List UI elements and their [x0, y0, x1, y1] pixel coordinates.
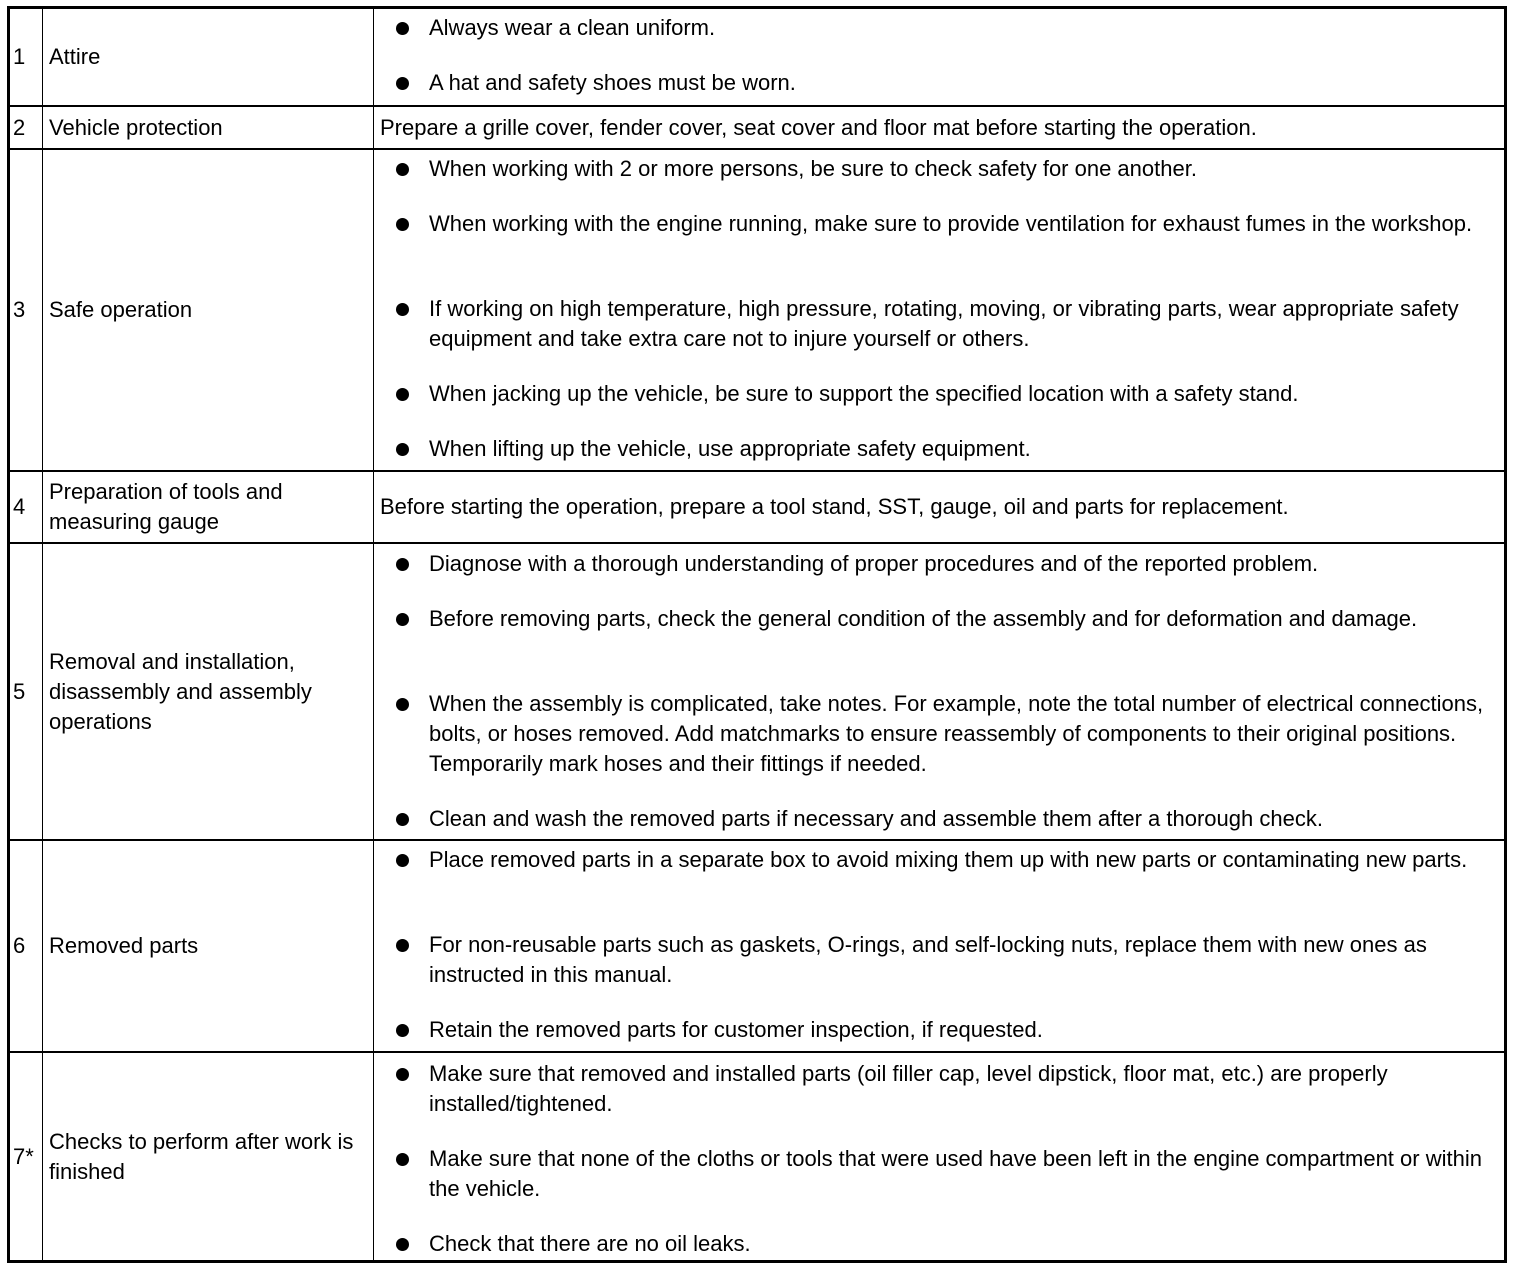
bullet-text: If working on high temperature, high pressure, rotating, moving, or vibrating parts, wear appropriate safety equipment and take extra care not to injure yourself or others. [429, 296, 1459, 351]
row-description [373, 544, 1504, 839]
row-number: 3 [13, 297, 26, 322]
bullet-icon [396, 218, 409, 231]
bullet-text: A hat and safety shoes must be worn. [429, 70, 796, 95]
bullet-icon [396, 1238, 409, 1251]
bullet-icon [396, 388, 409, 401]
bullet-text: Make sure that removed and installed parts (oil filler cap, level dipstick, floor mat, etc.) are properly installed/tightened. [429, 1061, 1388, 1116]
bullet-text: When lifting up the vehicle, use appropriate safety equipment. [429, 436, 1031, 461]
bullet-icon [396, 77, 409, 90]
precautions-table [7, 6, 1507, 1263]
row-description [373, 841, 1504, 1051]
row-title: Safe operation [42, 150, 373, 470]
bullet-text: When jacking up the vehicle, be sure to support the specified location with a safety stand. [429, 381, 1299, 406]
bullet-text: Clean and wash the removed parts if necessary and assemble them after a thorough check. [429, 806, 1323, 831]
row-number: 6 [13, 933, 26, 958]
row-description: Prepare a grille cover, fender cover, seat cover and floor mat before starting the operation. [373, 107, 1504, 148]
bullet-icon [396, 1068, 409, 1081]
bullet-icon [396, 163, 409, 176]
row-title: Removed parts [42, 841, 373, 1051]
bullet-text: Always wear a clean uniform. [429, 15, 716, 40]
bullet-text: Diagnose with a thorough understanding of proper procedures and of the reported problem. [429, 551, 1319, 576]
bullet-icon [396, 613, 409, 626]
bullet-text: Retain the removed parts for customer inspection, if requested. [429, 1017, 1043, 1042]
row-title: Checks to perform after work is finished [42, 1053, 373, 1260]
bullet-icon [396, 939, 409, 952]
table-row [10, 542, 1504, 839]
row-number: 5 [13, 678, 26, 704]
row-title: Attire [42, 9, 373, 105]
row-title: Preparation of tools and measuring gauge [42, 472, 373, 542]
table-row [10, 1051, 1504, 1260]
row-number: 4 [13, 494, 26, 519]
bullet-icon [396, 558, 409, 571]
bullet-text: When the assembly is complicated, take notes. For example, note the total number of electrical connections, bolts, or hoses removed. Add matchmarks to ensure reassembly of components to their original positions. Temporarily mark hoses and their fittings if needed. [429, 691, 1484, 776]
bullet-icon [396, 303, 409, 316]
row-description [373, 150, 1504, 470]
bullet-icon [396, 443, 409, 456]
bullet-text: Make sure that none of the cloths or tools that were used have been left in the engine compartment or within the vehicle. [429, 1146, 1482, 1201]
row-number: 2 [13, 114, 26, 140]
bullet-text: Check that there are no oil leaks. [429, 1231, 751, 1256]
bullet-text: Before removing parts, check the general condition of the assembly and for deformation and damage. [429, 606, 1418, 631]
row-title: Removal and installation, disassembly and assembly operations [42, 544, 373, 839]
row-number: 7* [13, 1143, 34, 1169]
bullet-icon [396, 698, 409, 711]
bullet-text: Place removed parts in a separate box to avoid mixing them up with new parts or contaminating new parts. [429, 847, 1468, 872]
bullet-icon [396, 22, 409, 35]
bullet-text: When working with the engine running, make sure to provide ventilation for exhaust fumes in the workshop. [429, 211, 1473, 236]
table-row [10, 148, 1504, 470]
bullet-icon [396, 1153, 409, 1166]
row-number: 1 [13, 44, 26, 69]
row-description: Before starting the operation, prepare a tool stand, SST, gauge, oil and parts for replacement. [373, 472, 1504, 542]
row-title: Vehicle protection [42, 107, 373, 148]
bullet-text: When working with 2 or more persons, be sure to check safety for one another. [429, 156, 1197, 181]
bullet-icon [396, 1024, 409, 1037]
bullet-text: For non-reusable parts such as gaskets, O-rings, and self-locking nuts, replace them with new ones as instructed in this manual. [429, 932, 1427, 987]
bullet-icon [396, 813, 409, 826]
row-description [373, 9, 1504, 105]
table-row [10, 105, 1504, 148]
table-row [10, 9, 1504, 105]
table-row [10, 839, 1504, 1051]
bullet-icon [396, 854, 409, 867]
row-description [373, 1053, 1504, 1260]
table-row [10, 470, 1504, 542]
